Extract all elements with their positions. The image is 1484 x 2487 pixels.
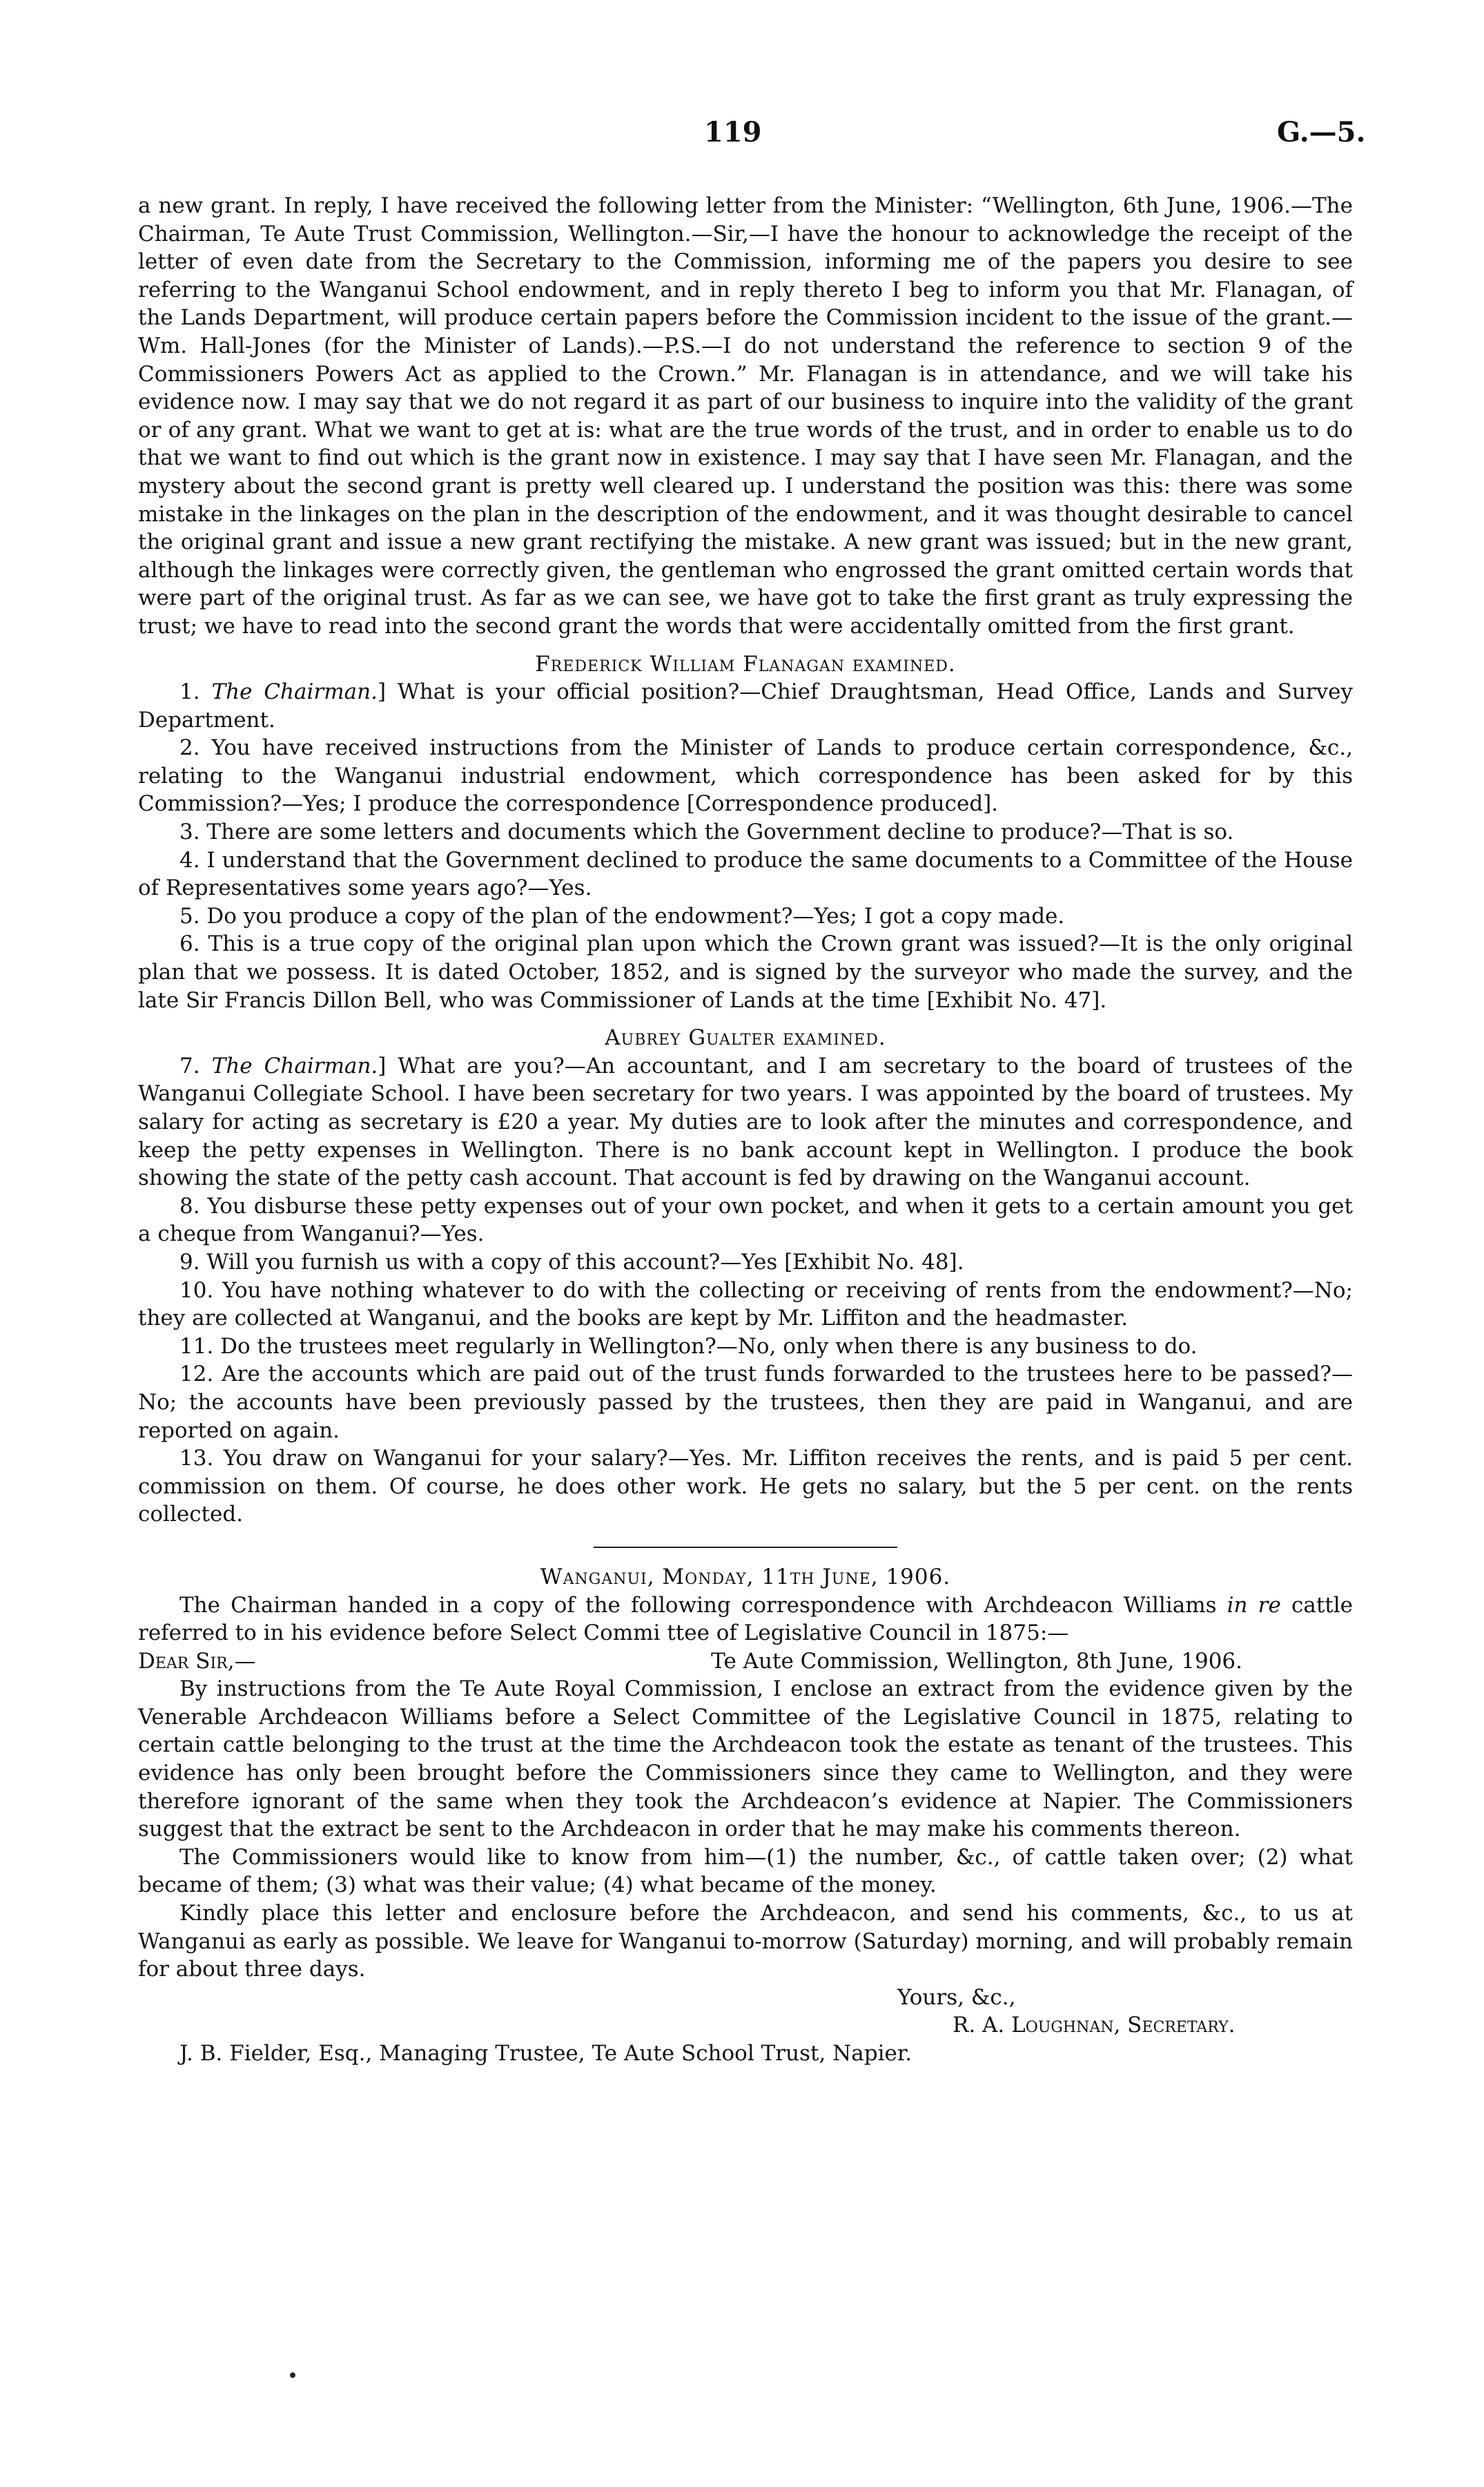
page-body bbox=[138, 192, 1353, 2068]
question-1-text: ] What is your official position?—Chief Draughtsman, Head Office, Lands and Survey Department. bbox=[138, 679, 1353, 733]
question-7-speaker: The Chairman. bbox=[211, 1053, 378, 1078]
session-intro-italic: in re bbox=[1227, 1592, 1281, 1618]
question-8: 8. You disburse these petty expenses out of your own pocket, and when it gets to a certain amount you get a cheque from Wanganui?—Yes. bbox=[138, 1193, 1353, 1247]
question-1 bbox=[138, 678, 1353, 734]
letter-closing: Yours, &c., bbox=[897, 1984, 1016, 2010]
flanagan-heading: Frederick William Flanagan examined. bbox=[535, 651, 956, 677]
question-6: 6. This is a true copy of the original plan upon which the Crown grant was issued?—It is the only original plan that we possess. It is dated October, 1852, and is signed by the surveyor who made the survey, and the late Sir Francis Dillon Bell, who was Commissioner of Lands at the time [Exhibit No. 47]. bbox=[138, 931, 1353, 1013]
question-3: 3. There are some letters and documents which the Government decline to produce?—That is so. bbox=[179, 820, 1234, 845]
letter-signatory: R. A. Loughnan, Secretary. bbox=[953, 2013, 1236, 2038]
page-header bbox=[0, 116, 1484, 153]
letter-paragraph-1: By instructions from the Te Aute Royal Commission, I enclose an extract from the evidence given by the Venerable Archdeacon Williams before a Select Committee of the Legislative Council in 1875, relating to certain cattle belonging to the trust at the time the Archdeacon took the estate as tenant of the trustees. This evidence has only been brought before the Commissioners since they came to Wellington, and they were therefore ignorant of the same when they took the Archdeacon’s evidence at Napier. The Commissioners suggest that the extract be sent to the Archdeacon in order that he may make his comments thereon. bbox=[138, 1676, 1353, 1842]
question-1-speaker: The Chairman. bbox=[211, 679, 378, 705]
gualter-heading: Aubrey Gualter examined. bbox=[605, 1025, 886, 1051]
question-13: 13. You draw on Wanganui for your salary?—Yes. Mr. Liffiton receives the rents, and is paid 5 per cent. commission on them. Of course, he does other work. He gets no salary, but the 5 per cent. on the rents collected. bbox=[138, 1446, 1353, 1527]
document-reference: G.—5. bbox=[1277, 116, 1366, 148]
question-9: 9. Will you furnish us with a copy of this account?—Yes [Exhibit No. 48]. bbox=[179, 1249, 964, 1275]
question-5: 5. Do you produce a copy of the plan of the endowment?—Yes; I got a copy made. bbox=[179, 903, 1065, 929]
section-divider bbox=[594, 1547, 897, 1548]
session-intro bbox=[138, 1591, 1353, 1647]
letter-salutation: Dear Sir,— bbox=[138, 1648, 256, 1674]
question-12: 12. Are the accounts which are paid out of the trust funds forwarded to the trustees here to be passed?—No; the accounts have been previously passed by the trustees, then they are paid in Wanganui, and are reported on again. bbox=[138, 1362, 1353, 1443]
question-7-text: ] What are you?—An accountant, and I am secretary to the board of trustees of the Wanganui Collegiate School. I have been secretary for two years. I was appointed by the board of trustees. My salary for acting as secretary is £20 a year. My duties are to look after the minutes and correspondence, and keep the petty expenses in Wellington. There is no bank account kept in Wellington. I produce the book showing the state of the petty cash account. That account is fed by drawing on the Wanganui account. bbox=[138, 1053, 1353, 1191]
question-7-number: 7. bbox=[179, 1053, 212, 1078]
letter-place-date: Te Aute Commission, Wellington, 8th June, 1906. bbox=[711, 1648, 1242, 1674]
page-number: 119 bbox=[704, 116, 762, 148]
question-11: 11. Do the trustees meet regularly in Wellington?—No, only when there is any business to do. bbox=[179, 1333, 1198, 1359]
letter-addressee: J. B. Fielder, Esq., Managing Trustee, Te Aute School Trust, Napier. bbox=[179, 2041, 912, 2066]
letter-paragraph-3: Kindly place this letter and enclosure before the Archdeacon, and send his comments, &c., to us at Wanganui as early as possible. We leave for Wanganui to-morrow (Saturday) morning, and will probably remain for about three days. bbox=[138, 1901, 1353, 1982]
question-4: 4. I understand that the Government declined to produce the same documents to a Committee of the House of Representatives some years ago?—Yes. bbox=[138, 847, 1353, 901]
letter-header-row bbox=[138, 1647, 1353, 1676]
question-2: 2. You have received instructions from the Minister of Lands to produce certain correspondence, &c., relating to the Wanganui industrial endowment, which correspondence has been asked for by this Commission?—Yes; I produce the correspondence [Correspondence produced]. bbox=[138, 735, 1353, 817]
question-7 bbox=[138, 1052, 1353, 1192]
session-intro-before: The Chairman handed in a copy of the following correspondence with Archdeacon Williams bbox=[179, 1592, 1227, 1618]
question-10: 10. You have nothing whatever to do with the collecting or receiving of rents from the endowment?—No; they are collected at Wanganui, and the books are kept by Mr. Liffiton and the headmaster. bbox=[138, 1277, 1353, 1331]
letter-paragraph-2: The Commissioners would like to know from him—(1) the number, &c., of cattle taken over; (2) what became of them; (3) what was their value; (4) what became of the money. bbox=[138, 1844, 1353, 1898]
ink-mark bbox=[290, 2372, 295, 2378]
session-intro-after: cattle referred to in his evidence before Select Commi ttee of Legislative Council in 1875:— bbox=[138, 1592, 1353, 1646]
wanganui-session-heading: Wanganui, Monday, 11th June, 1906. bbox=[540, 1564, 951, 1589]
question-1-number: 1. bbox=[179, 679, 212, 705]
opening-paragraph: a new grant. In reply, I have received the following letter from the Minister: “Wellington, 6th June, 1906.—The Chairman, Te Aute Trust Commission, Wellington.—Sir,—I have the honour to acknowledge the receipt of the letter of even date from the Secretary to the Commission, informing me of the papers you desire to see referring to the Wanganui School endowment, and in reply thereto I beg to inform you that Mr. Flanagan, of the Lands Department, will produce certain papers before the Commission incident to the issue of the grant.—Wm. Hall-Jones (for the Minister of Lands).—P.S.—I do not understand the reference to section 9 of the Commissioners Powers Act as applied to the Crown.” Mr. Flanagan is in attendance, and we will take his evidence now. I may say that we do not regard it as part of our business to inquire into the validity of the grant or of any grant. What we want to get at is: what are the true words of the trust, and in order to enable us to do that we want to find out which is the grant now in existence. I may say that I have seen Mr. Flanagan, and the mystery about the second grant is pretty well cleared up. I understand the position was this: there was some mistake in the linkages on the plan in the description of the endowment, and it was thought desirable to cancel the original grant and issue a new grant rectifying the mistake. A new grant was issued; but in the new grant, although the linkages were correctly given, the gentleman who engrossed the grant omitted certain words that were part of the original trust. As far as we can see, we have got to take the first grant as truly expressing the trust; we have to read into the second grant the words that were accidentally omitted from the first grant. bbox=[138, 193, 1353, 639]
